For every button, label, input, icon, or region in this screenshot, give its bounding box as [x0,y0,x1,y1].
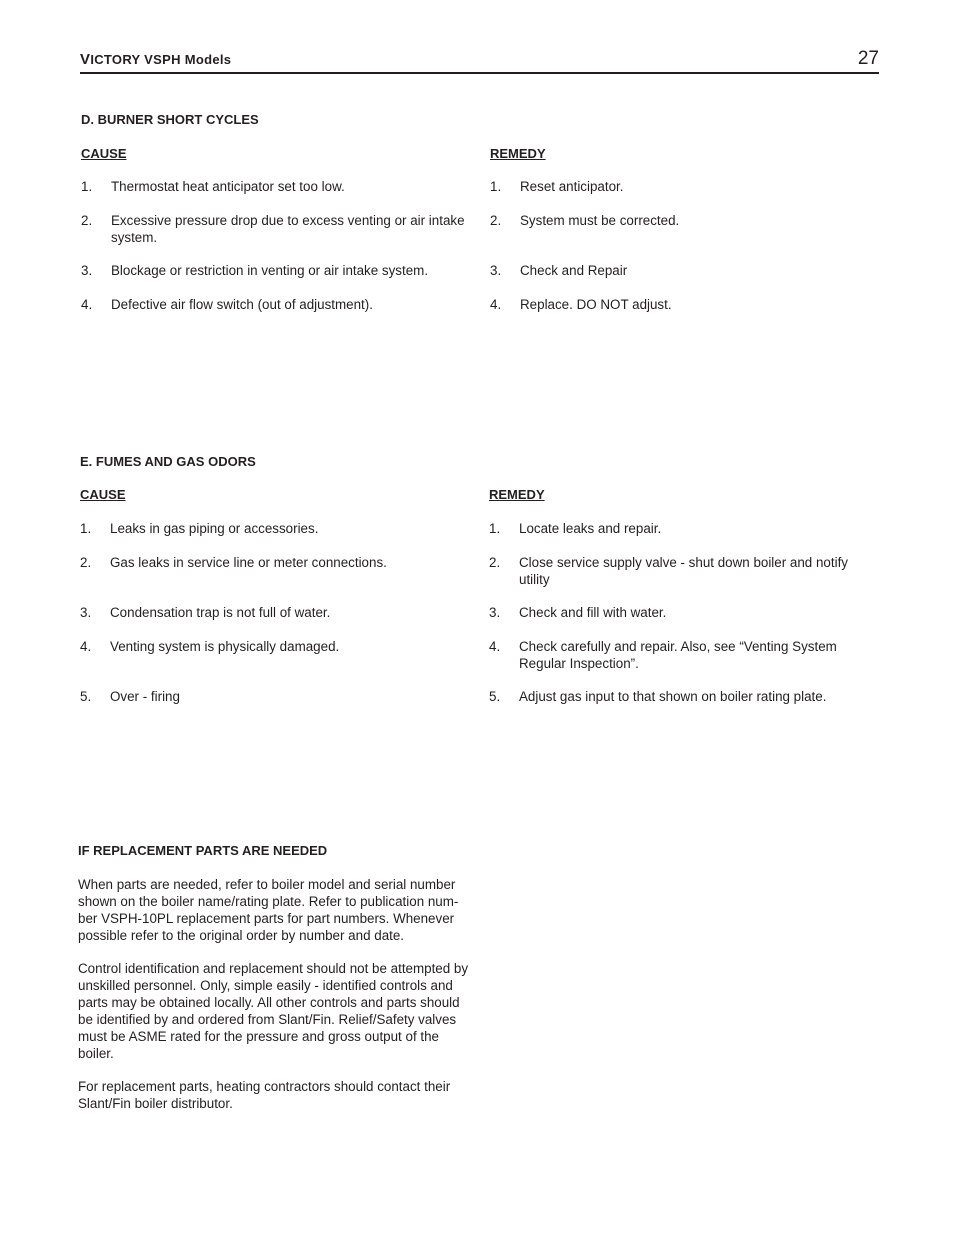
section-e-cause-heading: CAUSE [80,487,126,502]
item-text: Condensation trap is not full of water. [110,605,331,620]
item-text: Replace. DO NOT adjust. [520,297,672,312]
item-number: 2. [489,555,501,570]
replacement-paragraph-3: For replacement parts, heating contractors should contact their Slant/Fin boiler distributor. [78,1079,451,1111]
item-text: Locate leaks and repair. [519,521,662,536]
item-text: Over - firing [110,689,180,704]
section-d-remedy-heading: REMEDY [490,146,546,161]
item-number: 5. [489,689,501,704]
item-number: 4. [80,639,92,654]
item-text: Thermostat heat anticipator set too low. [111,179,345,194]
brand-initial: V [80,51,91,68]
brand-models: Models [180,52,232,67]
item-text: System must be corrected. [520,213,680,228]
brand-name: ICTORY VSPH [90,52,181,67]
item-text: Blockage or restriction in venting or air intake system. [111,263,429,278]
item-number: 4. [81,297,93,312]
replacement-paragraph-1: When parts are needed, refer to boiler model and serial number shown on the boiler name/rating plate. Refer to publication num-ber VSPH-10PL replacement parts for part numbers. Whenever possible refer to the original order by number and date. [78,877,459,943]
section-d-title: D. BURNER SHORT CYCLES [81,112,259,127]
item-number: 1. [80,521,92,536]
item-text: Excessive pressure drop due to excess venting or air intake system. [111,213,465,245]
item-number: 1. [490,179,502,194]
replacement-paragraph-2: Control identification and replacement should not be attempted by unskilled personnel. Only, simple easily - identified controls and parts may be obtained locally. All other controls and parts should be identified by and ordered from Slant/Fin. Relief/Safety valves must be ASME rated for the pressure and gross output of the boiler. [78,961,469,1061]
item-number: 3. [81,263,93,278]
item-number: 3. [490,263,502,278]
item-number: 4. [489,639,501,654]
item-number: 1. [489,521,501,536]
item-number: 4. [490,297,502,312]
item-number: 5. [80,689,92,704]
item-text: Reset anticipator. [520,179,624,194]
item-number: 2. [490,213,502,228]
item-text: Venting system is physically damaged. [110,639,340,654]
page-number: 27 [857,48,879,69]
item-text: Adjust gas input to that shown on boiler rating plate. [519,689,827,704]
section-e-title: E. FUMES AND GAS ODORS [80,454,256,469]
page-header [80,46,879,74]
item-text: Leaks in gas piping or accessories. [110,521,319,536]
item-text: Check carefully and repair. Also, see “Venting System Regular Inspection”. [519,639,837,671]
item-number: 1. [81,179,93,194]
item-text: Check and Repair [520,263,628,278]
item-number: 2. [80,555,92,570]
item-text: Check and fill with water. [519,605,667,620]
item-number: 2. [81,213,93,228]
replacement-title: IF REPLACEMENT PARTS ARE NEEDED [78,843,328,858]
item-text: Defective air flow switch (out of adjustment). [111,297,373,312]
item-number: 3. [489,605,501,620]
section-d-cause-heading: CAUSE [81,146,127,161]
header-title [80,51,231,68]
item-number: 3. [80,605,92,620]
item-text: Close service supply valve - shut down boiler and notify utility [519,555,848,587]
section-e-remedy-heading: REMEDY [489,487,545,502]
item-text: Gas leaks in service line or meter connections. [110,555,387,570]
